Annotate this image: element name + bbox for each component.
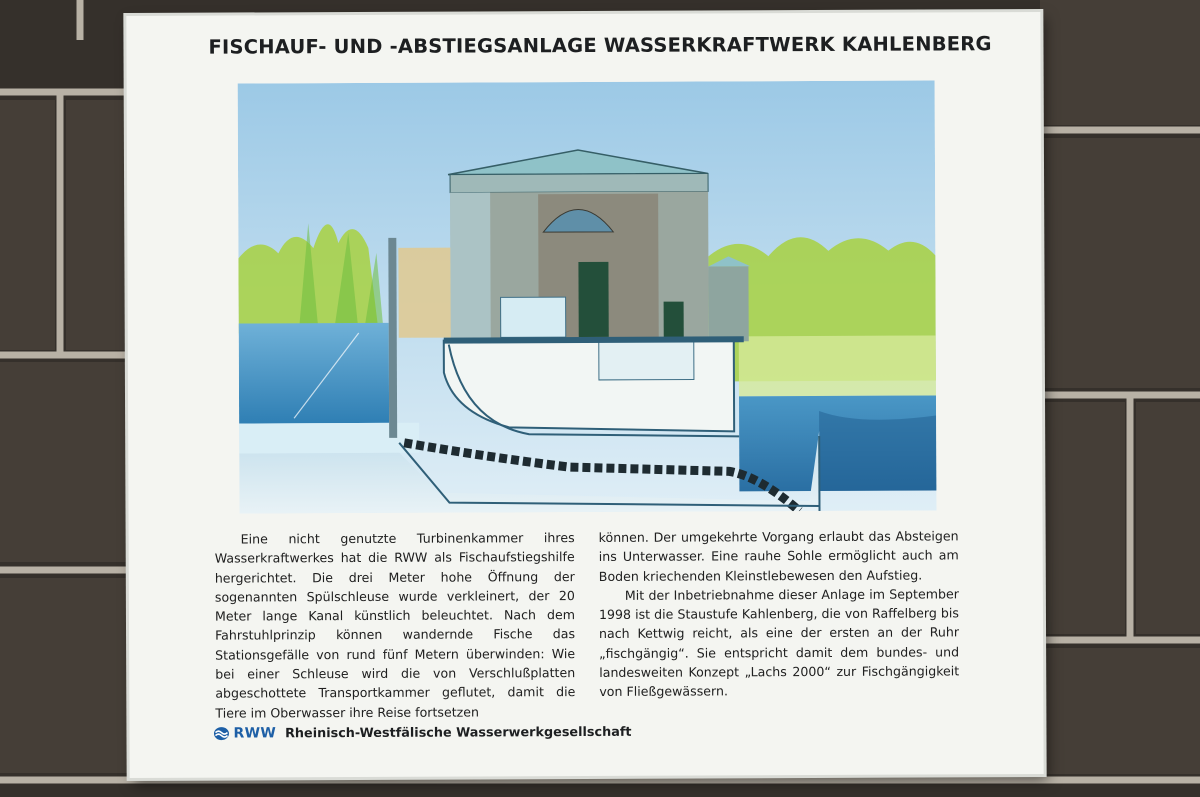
- logo-text: RWW: [233, 725, 277, 742]
- company-name: Rheinisch-Westfälische Wasserwerkgesellschaft: [285, 724, 632, 741]
- power-station-illustration: [238, 80, 937, 513]
- text-column-right: [599, 526, 960, 701]
- information-sign: [126, 12, 1043, 778]
- paragraph: Mit der Inbetriebnahme dieser Anlage im September 1998 ist die Staustufe Kahlenberg, die von Raffelberg bis nach Kettwig reicht, als eine der ersten an der Ruhr „fischgängig“. Sie entspricht damit dem bundes- und landesweiten Konzept „Lachs 2000“ zur Fischgängigkeit von Fließgewässern.: [598, 586, 960, 700]
- sign-title: FISCHAUF- UND -ABSTIEGSANLAGE WASSERKRAFTWERK KAHLENBERG: [208, 32, 992, 59]
- paragraph: können. Der umgekehrte Vorgang erlaubt das Absteigen ins Unterwasser. Eine rauhe Sohle ermöglicht auch am Boden kriechenden Kleinstlebewesen den Aufstieg.: [598, 528, 959, 584]
- wave-logo-icon: [213, 727, 233, 741]
- building: [448, 149, 751, 342]
- sign-footer: [213, 722, 631, 744]
- rww-logo: [213, 725, 276, 741]
- text-column-left: [215, 528, 576, 723]
- paragraph: Eine nicht genutzte Turbinenkammer ihres Wasserkraftwerkes hat die RWW als Fischaufstiegshilfe hergerichtet. Die drei Meter hohe Öffnung der sogenannten Spülschleuse wurde verkleinert, der 20 Meter lange Kanal künstlich beleuchtet. Nach dem Fahrstuhlprinzip können wandernde Fische das Stationsgefälle von rund fünf Metern überwinden: Wie bei einer Schleuse wird die von Verschlußplatten abgeschottete Transportkammer geflutet, damit die Tiere im Oberwasser ihre Reise fortsetzen: [214, 530, 576, 721]
